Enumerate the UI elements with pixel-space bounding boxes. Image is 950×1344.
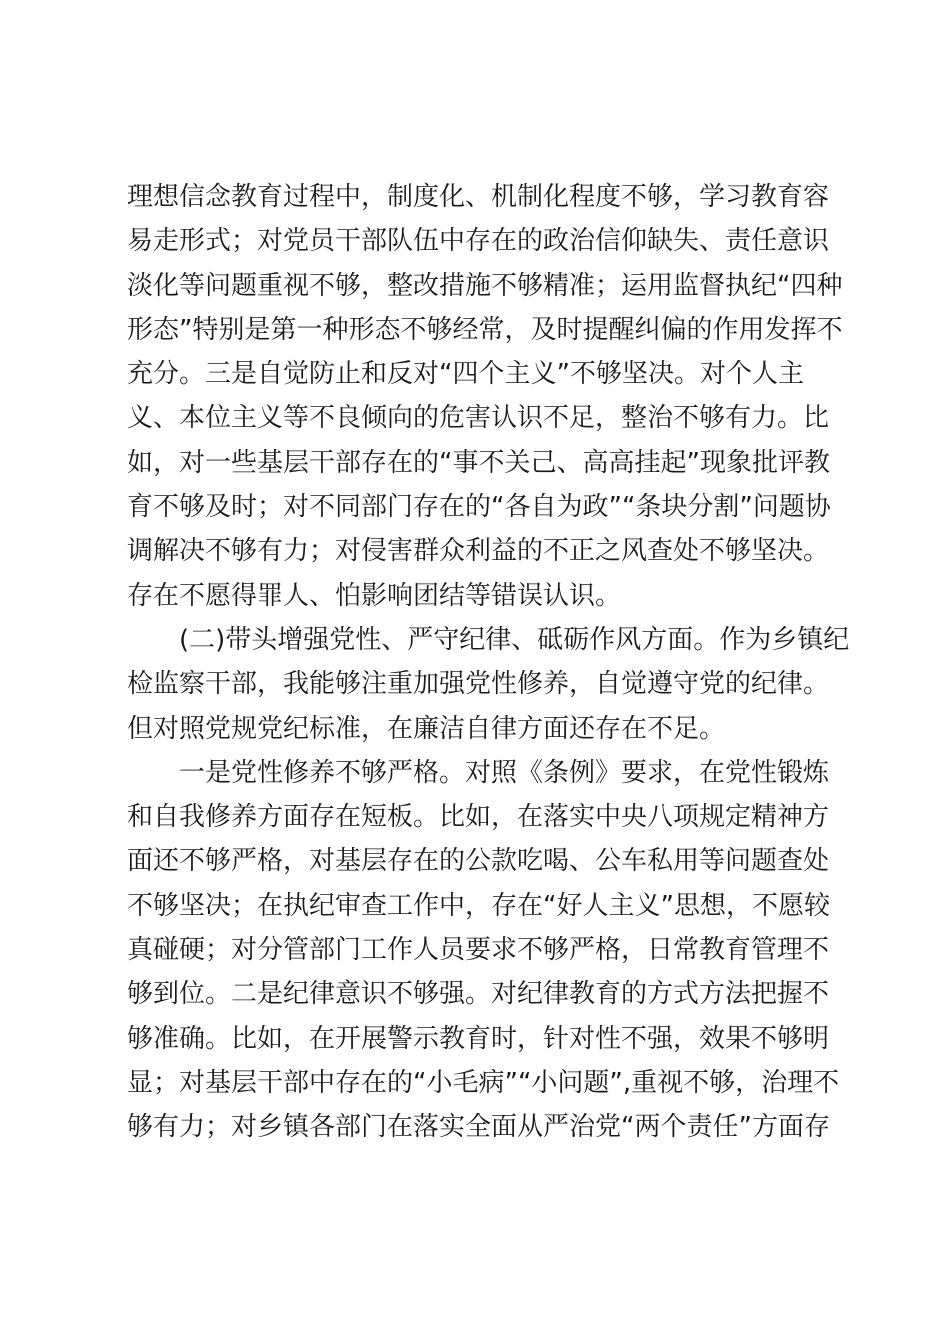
section-heading-line: (二)带头增强党性、严守纪律、砥砺作风方面。作为乡镇纪: [179, 624, 850, 655]
text-line: 检监察干部，我能够注重加强党性修养，自觉遵守党的纪律。: [127, 669, 830, 700]
text-line: 够准确。比如，在开展警示教育时，针对性不强，效果不够明: [127, 1023, 830, 1054]
text-line: 真碰硬；对分管部门工作人员要求不够严格，日常教育管理不: [127, 935, 830, 966]
text-line: 但对照党规党纪标准，在廉洁自律方面还存在不足。: [127, 713, 726, 744]
text-line: 充分。三是自觉防止和反对“四个主义”不够坚决。对个人主: [127, 359, 804, 390]
text-line: 育不够及时；对不同部门存在的“各自为政”“条块分割”问题协: [127, 492, 831, 523]
text-line: 淡化等问题重视不够，整改措施不够精准；运用监督执纪“四种: [127, 270, 843, 301]
text-line: 义、本位主义等不良倾向的危害认识不足，整治不够有力。比: [127, 403, 830, 434]
text-line: 显；对基层干部中存在的“小毛病”“小问题”,重视不够，治理不: [127, 1067, 840, 1098]
paragraph-start-line: 一是党性修养不够严格。对照《条例》要求，在党性锻炼: [179, 757, 830, 788]
text-line: 够有力；对乡镇各部门在落实全面从严治党“两个责任”方面存: [127, 1112, 830, 1143]
text-line: 和自我修养方面存在短板。比如，在落实中央八项规定精神方: [127, 802, 830, 833]
text-line: 不够坚决；在执纪审查工作中，存在“好人主义”思想，不愿较: [127, 890, 830, 921]
body-text: [127, 175, 850, 1150]
text-line: 面还不够严格，对基层存在的公款吃喝、公车私用等问题查处: [127, 846, 830, 877]
text-line: 理想信念教育过程中，制度化、机制化程度不够，学习教育容: [127, 182, 830, 212]
text-line: 调解决不够有力；对侵害群众利益的不正之风查处不够坚决。: [127, 536, 830, 567]
text-line: 存在不愿得罪人、怕影响团结等错误认识。: [127, 580, 622, 611]
text-line: 形态”特别是第一种形态不够经常，及时提醒纠偏的作用发挥不: [127, 314, 843, 345]
text-line: 易走形式；对党员干部队伍中存在的政治信仰缺失、责任意识: [127, 226, 830, 257]
text-line: 够到位。二是纪律意识不够强。对纪律教育的方式方法把握不: [127, 979, 830, 1010]
text-line: 如，对一些基层干部存在的“事不关己、高高挂起”现象批评教: [127, 447, 830, 478]
